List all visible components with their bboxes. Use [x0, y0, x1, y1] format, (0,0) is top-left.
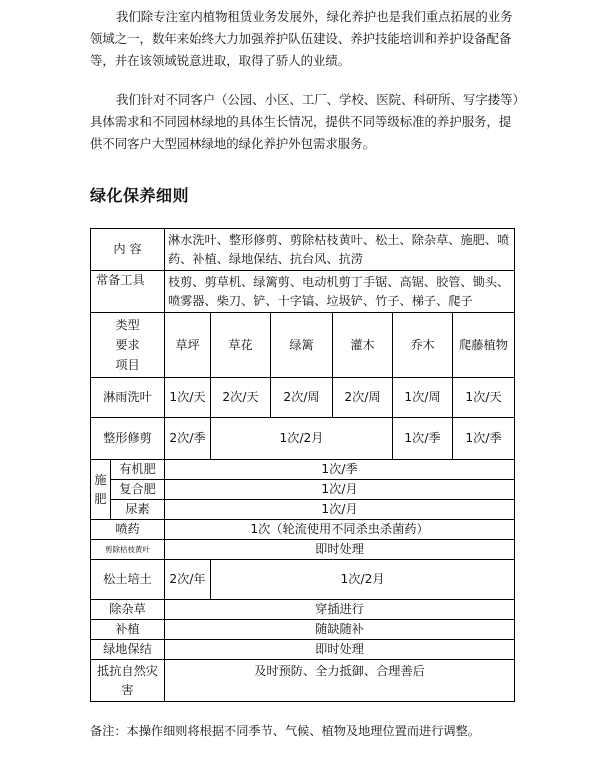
spray-label: 喷药 — [91, 520, 165, 540]
maintain-label: 绿地保结 — [91, 640, 165, 660]
watering-tree: 1次/周 — [393, 378, 453, 418]
content-value: 淋水洗叶、整形修剪、剪除枯枝黄叶、松土、除杂草、施肥、喷药、补植、绿地保结、抗台风、抗涝 — [165, 229, 515, 271]
row-trim-dead — [91, 540, 515, 560]
maintain-value: 即时处理 — [165, 640, 515, 660]
row-header — [91, 313, 515, 378]
loosen-rest: 1次/2月 — [211, 560, 515, 600]
fertilize-organic-value: 1次/季 — [165, 460, 515, 480]
row-fertilize-organic — [91, 460, 515, 480]
header-diagonal-cell — [91, 313, 165, 378]
section-title: 绿化保养细则 — [90, 186, 190, 205]
fertilize-urea-value: 1次/月 — [165, 500, 515, 520]
tools-label: 常备工具 — [91, 271, 165, 313]
row-disaster — [91, 660, 515, 702]
tools-value: 枝剪、剪草机、绿篱剪、电动机剪丁手锯、高锯、胶管、锄头、喷雾器、柴刀、铲、十字镐、垃圾铲、竹子、梯子、爬子 — [165, 271, 515, 313]
watering-shrub: 2次/周 — [333, 378, 393, 418]
replant-label: 补植 — [91, 620, 165, 640]
header-item-label: 项目 — [115, 358, 140, 372]
maintenance-table — [90, 228, 515, 702]
watering-vine: 1次/天 — [453, 378, 515, 418]
row-pruning — [91, 418, 515, 460]
disaster-label: 抵抗自然灾害 — [91, 660, 165, 702]
pruning-vine: 1次/季 — [453, 418, 515, 460]
pruning-tree: 1次/季 — [393, 418, 453, 460]
intro-paragraph-2: 我们针对不同客户（公园、小区、工厂、学校、医院、科研所、写字搂等）具体需求和不同园林绿地的具体生长情况，提供不同等级标准的养护服务，提供不同客户大型园林绿地的绿化养护外包需求服务。 — [90, 92, 519, 151]
row-fertilize-compound — [91, 480, 515, 500]
watering-lawn: 1次/天 — [165, 378, 211, 418]
spray-value: 1次（轮流使用不同杀虫杀菌药） — [165, 520, 515, 540]
header-type-label: 类型 — [115, 318, 140, 332]
replant-value: 随缺随补 — [165, 620, 515, 640]
row-watering — [91, 378, 515, 418]
fertilize-urea-label: 尿素 — [111, 500, 165, 520]
row-loosen — [91, 560, 515, 600]
fertilize-compound-value: 1次/月 — [165, 480, 515, 500]
row-replant — [91, 620, 515, 640]
column-flowers: 草花 — [211, 313, 271, 378]
intro-paragraph-1: 我们除专注室内植物租赁业务发展外，绿化养护也是我们重点拓展的业务领域之一，数年来始终大力加强养护队伍建设、养护技能培训和养护设备配备等，并在该领域锐意进取，取得了骄人的业绩。 — [90, 9, 513, 68]
disaster-value: 及时预防、全力抵御、合理善后 — [165, 660, 515, 702]
row-weed — [91, 600, 515, 620]
row-maintain — [91, 640, 515, 660]
loosen-label: 松土培土 — [91, 560, 165, 600]
fertilize-organic-label: 有机肥 — [111, 460, 165, 480]
pruning-label: 整形修剪 — [91, 418, 165, 460]
column-vine: 爬藤植物 — [453, 313, 515, 378]
watering-hedge: 2次/周 — [271, 378, 333, 418]
fertilize-compound-label: 复合肥 — [111, 480, 165, 500]
watering-flowers: 2次/天 — [211, 378, 271, 418]
column-shrub: 灌木 — [333, 313, 393, 378]
row-spray — [91, 520, 515, 540]
weed-label: 除杂草 — [91, 600, 165, 620]
footnote: 备注：本操作细则将根据不同季节、气候、植物及地理位置而进行调整。 — [90, 724, 480, 738]
pruning-mid: 1次/2月 — [211, 418, 393, 460]
row-fertilize-urea — [91, 500, 515, 520]
column-tree: 乔木 — [393, 313, 453, 378]
trim-dead-value: 即时处理 — [165, 540, 515, 560]
row-content — [91, 229, 515, 271]
column-hedge: 绿篱 — [271, 313, 333, 378]
header-requirement-label: 要求 — [115, 338, 140, 352]
fertilize-group-label: 施肥 — [91, 460, 111, 520]
pruning-lawn: 2次/季 — [165, 418, 211, 460]
watering-label: 淋雨洗叶 — [91, 378, 165, 418]
column-lawn: 草坪 — [165, 313, 211, 378]
trim-dead-label: 剪除枯枝黄叶 — [91, 540, 165, 560]
row-tools — [91, 271, 515, 313]
weed-value: 穿插进行 — [165, 600, 515, 620]
loosen-lawn: 2次/年 — [165, 560, 211, 600]
content-label: 内 容 — [91, 229, 165, 271]
